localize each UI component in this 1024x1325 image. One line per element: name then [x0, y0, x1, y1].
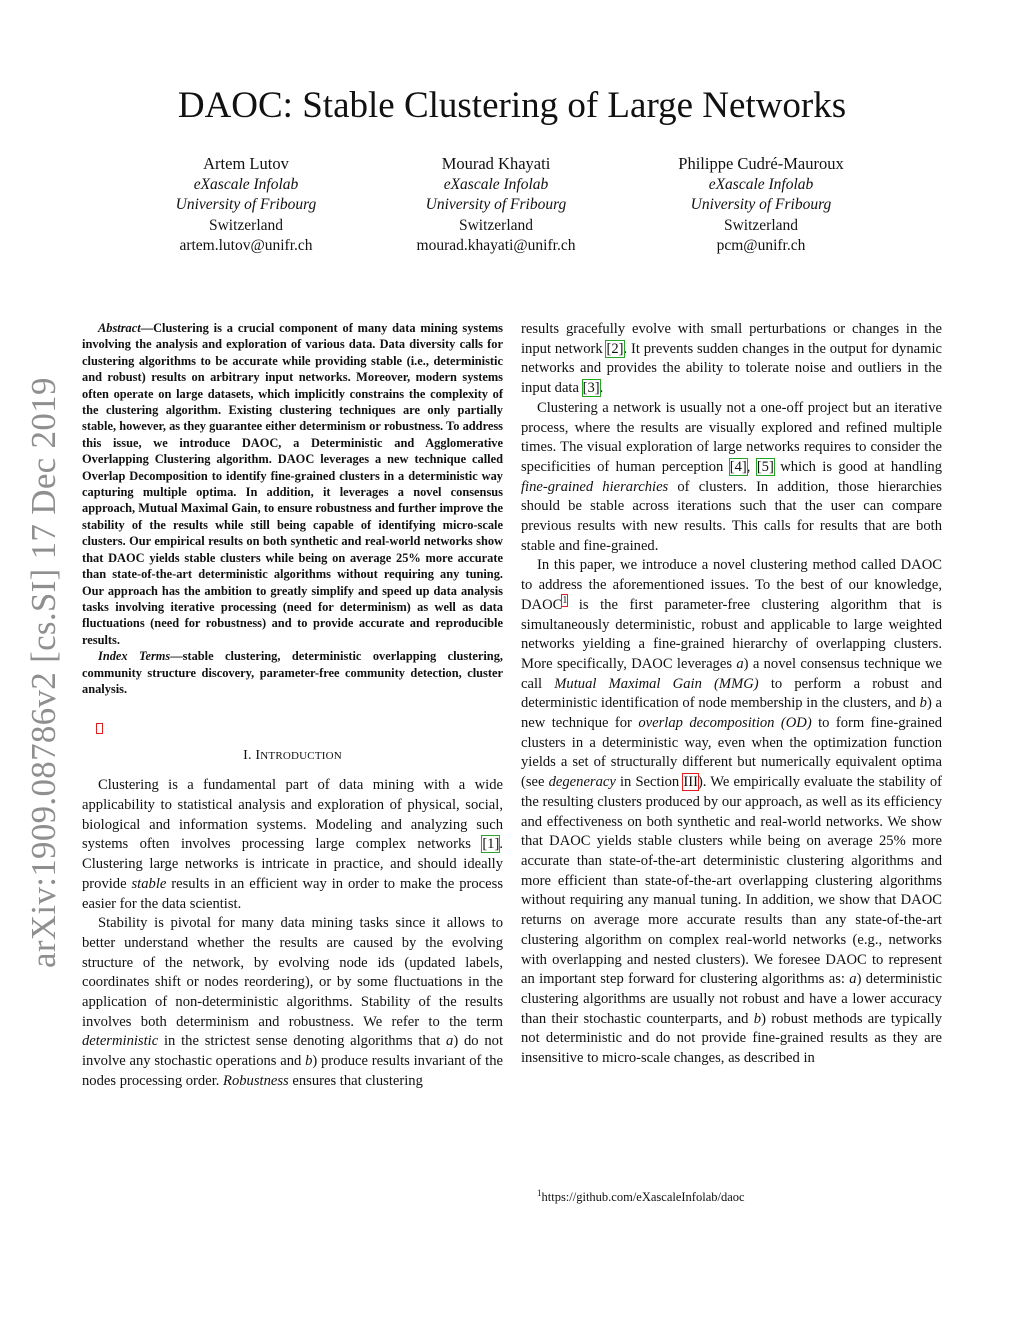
emphasis: fine-grained hierarchies: [521, 478, 669, 495]
text-run: ) produce results invariant of the nodes processing order.: [82, 1053, 504, 1089]
emphasis: a: [736, 655, 744, 672]
section-heading: [82, 748, 503, 764]
author-university: University of Fribourg: [175, 196, 317, 213]
index-terms-dash: —: [170, 649, 183, 664]
right-column: [521, 320, 942, 1069]
text-run: Stability is pivotal for many data mining tasks since it allows to better understand whether the results are caused by the evolving structure of the network, by evolving node ids (updated labels, coordinates shift or nodes reordering), or by some fluctuations in the application of non-deterministic algorithms. Stability of the results involves both determinism and robustness. We refer to the term: [82, 915, 503, 1030]
text-run: Clustering is a fundamental part of data mining with a wide applicability to statistical analysis and exploration of physical, social, biological and information systems. Modeling and analyzing such systems often involves processing large complex networks: [82, 777, 503, 853]
index-terms: [82, 648, 503, 697]
abstract: [82, 320, 503, 697]
section-title-rest: NTRODUCTION: [260, 750, 342, 763]
footnote-url[interactable]: https://github.com/eXascaleInfolab/daoc: [541, 1190, 745, 1205]
author-country: Switzerland: [458, 216, 534, 234]
text-run: ) deterministic clustering algorithms are usually not robust and have a lower accuracy than their stochastic counterparts, and: [521, 971, 943, 1027]
abstract-paragraph: [82, 320, 503, 648]
text-run: Clustering a network is usually not a one-off project but an iterative process, where the results are visually explored and refined multiple times. The visual exploration of large networks requires to consider the specificities of human perception: [521, 399, 942, 475]
emphasis: a: [849, 971, 857, 988]
text-run: to perform a robust and deterministic identification of node membership in the clusters, and: [521, 675, 942, 712]
author-affiliation: eXascale Infolab: [708, 175, 814, 193]
emphasis: degeneracy: [548, 774, 616, 791]
emphasis: b: [305, 1053, 313, 1070]
text-run: .: [599, 380, 604, 397]
emphasis: stable: [131, 875, 167, 892]
text-run: is the first parameter-free clustering algorithm that is simultaneously deterministic, robust and applicable to large weighted networks yielding a fine-grained hierarchy of overlapping clusters. More specifically, DAOC leverages: [521, 596, 942, 672]
text-run: ) a new technique for: [521, 695, 942, 732]
abstract-dash: —: [140, 321, 154, 335]
body-paragraph: [82, 914, 503, 1091]
emphasis: deterministic: [82, 1033, 159, 1050]
text-run: in the strictest sense denoting algorithms that: [158, 1033, 447, 1050]
text-run: In this paper, we introduce a novel clustering method called DAOC to address the aforementioned issues. To the best of our knowledge, DAOC: [521, 557, 942, 613]
author-name: Philippe Cudré-Mauroux: [678, 154, 844, 173]
author-university: University of Fribourg: [690, 196, 832, 213]
abstract-label: Abstract: [98, 321, 141, 335]
footnote-number: 1: [537, 1188, 542, 1198]
abstract-text: Clustering is a crucial component of many data mining systems involving the analysis and exploration of various data. Data diversity calls for clustering algorithms to be accurate while providing stable (i.e., deterministic and robust) results on arbitrary input networks. Moreover, modern systems often operate on large datasets, which implicitly constrains the complexity of the clustering algorithm. Existing clustering techniques are only partially stable, however, as they guarantee either determinism or robustness. To address this issue, we introduce DAOC, a Deterministic and Agglomerative Overlapping Clustering algorithm. DAOC leverages a new technique called Overlap Decomposition to identify fine-grained clusters in a deterministic way capturing multiple optima. In addition, it leverages a novel consensus approach, Mutual Maximal Gain, to ensure robustness and further improve the stability of the results while still being capable of identifying micro-scale clusters. Our empirical results on both synthetic and real-world networks show that DAOC yields stable clusters while being on average 25% more accurate than state-of-the-art deterministic algorithms without requiring any tuning. Our approach has the ambition to greatly simplify and speed up data analysis tasks involving iterative processing (need for determinism) as well as data fluctuations (need for robustness) and to provide accurate and reproducible results.: [82, 321, 503, 647]
emphasis: overlap decomposition (OD): [638, 715, 812, 732]
text-run: to form fine-grained clusters in a deterministic way, even when the optimization function yields a set of structurally different but numerically equivalent optima (see: [521, 715, 942, 791]
author-email[interactable]: mourad.khayati@unifr.ch: [416, 237, 576, 254]
author-block: [636, 154, 886, 257]
text-run: results gracefully evolve with small perturbations or changes in the input network: [521, 321, 942, 357]
emphasis: Mutual Maximal Gain (MMG): [554, 675, 759, 692]
footnote-link[interactable]: 1: [562, 594, 568, 606]
index-terms-text: stable clustering, deterministic overlapping clustering, community structure discovery, parameter-free community detection, cluster analysis.: [82, 649, 503, 696]
body-paragraph: [521, 399, 942, 557]
section-link[interactable]: III: [683, 774, 698, 791]
author-name: Artem Lutov: [203, 154, 289, 173]
author-name: Mourad Khayati: [441, 154, 551, 173]
author-country: Switzerland: [208, 216, 284, 234]
text-run: in Section: [615, 774, 684, 791]
emphasis: b: [919, 695, 927, 712]
emphasis: a: [446, 1033, 454, 1050]
text-run: results in an efficient way in order to make the process easier for the data scientist.: [82, 875, 503, 912]
author-block: [371, 154, 621, 257]
emphasis: b: [753, 1010, 762, 1027]
text-run: . It prevents sudden changes in the output for dynamic networks and provides the ability to tolerate noise and outliers in the input data: [521, 340, 942, 397]
text-run: of clusters. In addition, those hierarchies should be stable across iterations such that the user can compare previous results with new results. This calls for results that are both stable and fine-grained.: [521, 478, 942, 554]
author-country: Switzerland: [723, 216, 799, 234]
text-run: ). We empirically evaluate the stability of the resulting clusters produced by our approach, as well as its efficiency and effectiveness on both synthetic and real-world networks. We show that DAOC yields stable clusters while being on average 25% more accurate than state-of-the-art deterministic clustering algorithms and more efficient than state-of-the-art overlapping clustering algorithms without requiring any manual tuning. In addition, we show that DAOC returns on average more accurate results than any state-of-the-art clustering algorithm on complex real-world networks (e.g., networks with overlapping and nested clusters). We foresee DAOC to represent an important step forward for clustering algorithms as:: [521, 774, 942, 988]
body-paragraph: [82, 776, 503, 914]
section-initial: I: [255, 748, 261, 764]
author-affiliation: eXascale Infolab: [193, 175, 299, 193]
body-paragraph: [521, 556, 942, 1068]
author-university: University of Fribourg: [425, 196, 567, 213]
text-run: ,: [746, 458, 757, 475]
author-email[interactable]: artem.lutov@unifr.ch: [179, 237, 313, 254]
text-run: ) do not involve any stochastic operations and: [82, 1033, 503, 1070]
paper-title: DAOC: Stable Clustering of Large Networks: [177, 85, 847, 126]
body-paragraph: [521, 320, 942, 399]
footnote: [537, 1185, 745, 1205]
author-affiliation: eXascale Infolab: [443, 175, 549, 193]
citation-link[interactable]: [3]: [582, 380, 600, 397]
text-run: . Clustering large networks is intricate in practice, and should ideally provide: [82, 836, 503, 892]
text-run: ) robust methods are typically not deterministic and do not provide fine-grained results as they are insensitive to micro-scale changes, as described in: [521, 1010, 942, 1067]
citation-link[interactable]: [5]: [756, 458, 774, 475]
text-run: ) a novel consensus technique we call: [521, 655, 942, 692]
left-column: [82, 320, 503, 1092]
citation-link[interactable]: [4]: [729, 458, 747, 475]
text-run: ensures that clustering: [288, 1072, 423, 1089]
emphasis: Robustness: [223, 1072, 289, 1089]
section-number: I.: [243, 748, 252, 764]
citation-link[interactable]: [2]: [606, 340, 624, 357]
arxiv-stamp: arXiv:1909.08786v2 [cs.SI] 17 Dec 2019: [24, 377, 63, 968]
citation-link[interactable]: [1]: [482, 836, 500, 853]
index-terms-label: Index Terms: [98, 649, 171, 664]
author-email[interactable]: pcm@unifr.ch: [716, 237, 806, 254]
text-run: which is good at handling: [773, 458, 942, 475]
author-block: [121, 154, 371, 257]
link-marker-icon: [96, 723, 103, 734]
